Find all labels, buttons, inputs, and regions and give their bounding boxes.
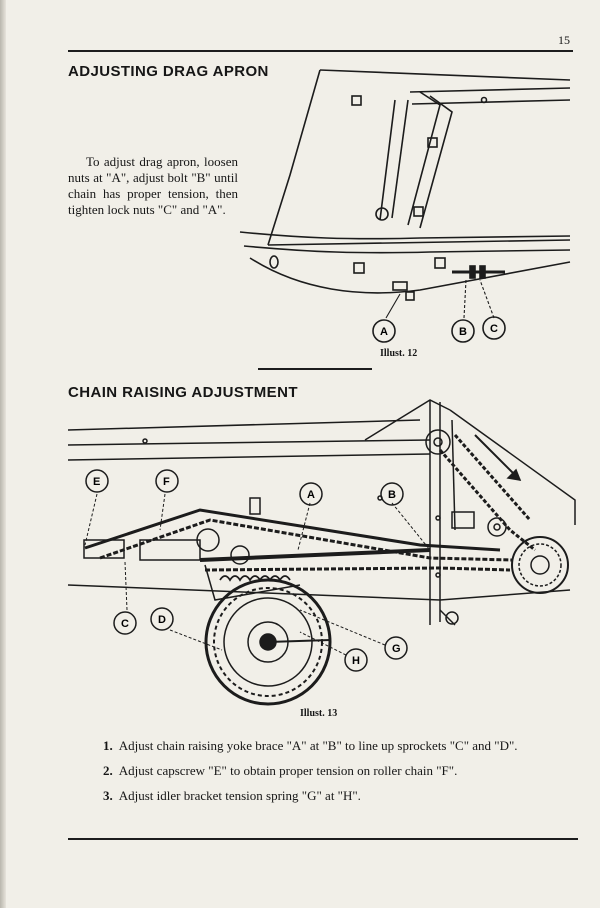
section-heading-chain-raising: CHAIN RAISING ADJUSTMENT <box>68 384 298 401</box>
callout-g-13: G <box>392 643 401 655</box>
callout-b-13: B <box>388 489 396 501</box>
section-heading-drag-apron: ADJUSTING DRAG APRON <box>68 63 269 80</box>
step-3 <box>68 788 584 804</box>
step-3-text: Adjust idler bracket tension spring "G" at "H". <box>118 788 361 803</box>
adjustment-steps <box>68 738 584 813</box>
callout-d-13: D <box>158 614 166 626</box>
step-2-text: Adjust capscrew "E" to obtain proper tension on roller chain "F". <box>118 763 458 778</box>
chain-raising-illustration <box>0 390 600 710</box>
drag-apron-instruction-text: To adjust drag apron, loosen nuts at "A", adjust bolt "B" until chain has proper tension, then tighten lock nuts "C" and "A". <box>68 154 238 217</box>
step-2 <box>68 763 584 779</box>
mid-rule <box>258 368 372 370</box>
callout-h-13: H <box>352 655 360 667</box>
drag-apron-illustration <box>0 0 600 370</box>
page-number: 15 <box>558 33 570 47</box>
step-1 <box>68 738 584 754</box>
callout-b-12: B <box>459 326 467 338</box>
callout-c-13: C <box>121 618 129 630</box>
callout-a-13: A <box>307 489 315 501</box>
illustration-12-caption: Illust. 12 <box>380 348 418 359</box>
callout-e-13: E <box>93 476 101 488</box>
step-2-number: 2. <box>103 763 113 778</box>
step-1-text: Adjust chain raising yoke brace "A" at "B" to line up sprockets "C" and "D". <box>118 738 518 753</box>
callout-f-13: F <box>163 476 170 488</box>
callout-a-12: A <box>380 326 388 338</box>
illustration-13-caption: Illust. 13 <box>300 708 338 719</box>
step-1-number: 1. <box>103 738 113 753</box>
callout-c-12: C <box>490 323 498 335</box>
bottom-rule <box>68 838 578 840</box>
step-3-number: 3. <box>103 788 113 803</box>
